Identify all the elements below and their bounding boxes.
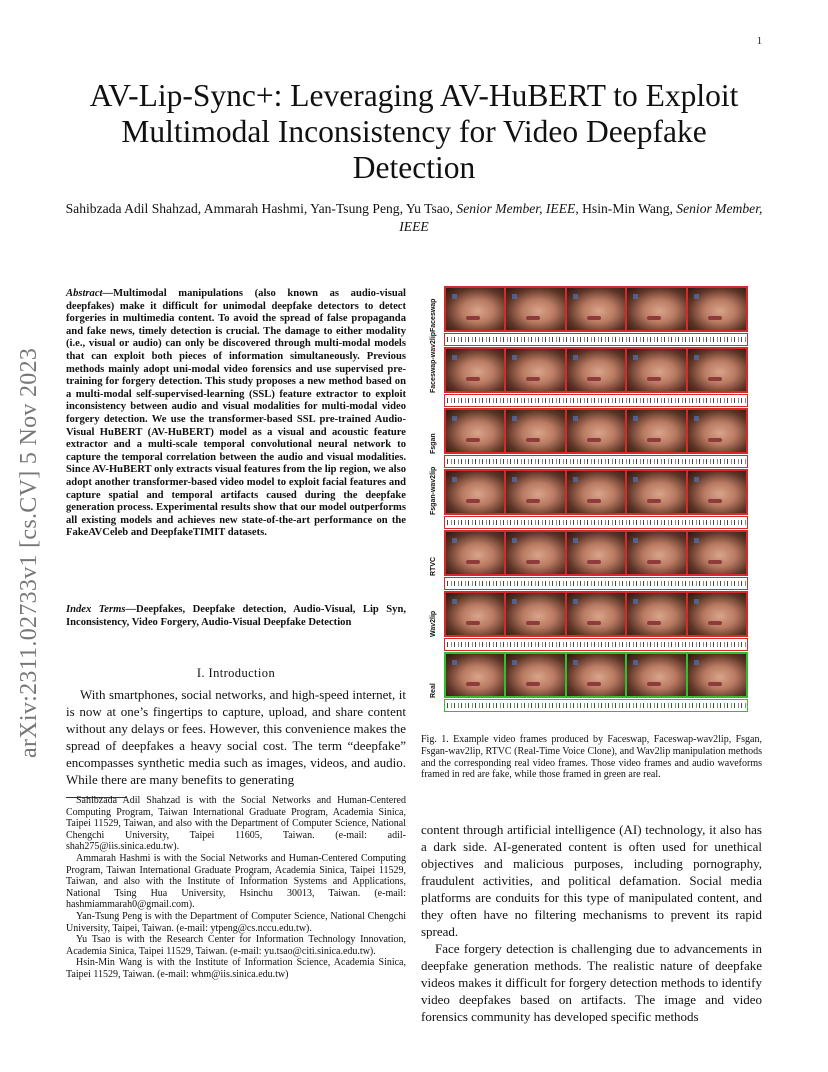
video-frame-image <box>688 532 746 574</box>
video-frame-image <box>567 532 625 574</box>
audio-waveform <box>444 455 748 468</box>
paragraph: Face forgery detection is challenging due to advancements in deepfake generation methods. The realistic nature of deepfake videos makes it difficult for forgery detection methods to identify video deepfakes based on artifacts. The image and video forensics community has developed specific methods <box>421 941 762 1024</box>
video-frames-strip <box>444 286 748 332</box>
author-names-1: Sahibzada Adil Shahzad, Ammarah Hashmi, Yan-Tsung Peng, Yu Tsao, <box>65 201 457 216</box>
video-frame-image <box>688 471 746 513</box>
video-frames-strip <box>444 530 748 576</box>
video-frame-image <box>446 288 504 330</box>
audio-waveform <box>444 516 748 529</box>
video-frame-image <box>567 288 625 330</box>
video-frame-image <box>446 410 504 452</box>
video-frame-image <box>567 349 625 391</box>
intro-paragraph: With smartphones, social networks, and high-speed internet, it is now at one’s fingertips to capture, upload, and share content without any delays or fees. However, this convenience makes the spread of deepfakes a heavy social cost. The term “deepfake” encompasses synthetic media such as images, videos, and audio. While there are many benefits to generating <box>66 687 406 787</box>
figure-row-label: Faceswap <box>430 298 437 332</box>
video-frame-image <box>688 410 746 452</box>
abstract-text: —Multimodal manipulations (also known as audio-visual deepfakes) make it difficult for unimodal deepfake detectors to detect forgeries in multimedia content. To avoid the spread of false propaganda and fake news, timely detection is crucial. The damage to either modality (i.e., visual or audio) can only be discovered through multi-modal models that can exploit both pieces of information simultaneously. Previous methods mainly adopt uni-modal video forensics and use supervised pre-training for forgery detection. This study proposes a new method based on a multi-modal self-supervised-learning (SSL) feature extractor to exploit inconsistency between audio and visual modalities for multi-modal video forgery detection. We use the transformer-based SSL pre-trained Audio-Visual HuBERT (AV-HuBERT) model as a visual and acoustic feature extractor and a multi-scale temporal convolutional neural network to capture the temporal correlation between the audio and visual modalities. Since AV-HuBERT only extracts visual features from the lip region, we also adopt another transformer-based video model to exploit facial features and capture spatial and temporal artifacts caused during the deepfake generation process. Experimental results show that our model outperforms all existing models and achieves new state-of-the-art performance on the FakeAVCeleb and DeepfakeTIMIT datasets. <box>66 288 406 539</box>
footnotes <box>66 795 406 981</box>
page-number: 1 <box>757 36 762 47</box>
video-frames-strip <box>444 591 748 637</box>
video-frame-image <box>627 593 685 635</box>
index-terms <box>66 604 406 629</box>
video-frame-image <box>627 471 685 513</box>
video-frame-image <box>506 654 564 696</box>
video-frames-strip <box>444 408 748 454</box>
audio-waveform <box>444 333 748 346</box>
author-role-2: Senior Member, IEEE <box>399 201 763 234</box>
video-frame-image <box>567 410 625 452</box>
footnote: Ammarah Hashmi is with the Social Networks and Human-Centered Computing Program, Taiwan International Graduate Program, Academia Sinica, Taipei 11529, Taiwan, and also with the Institute of Information Systems and Applications, National Tsing Hua University, Hsinchu 30013, Taiwan. (e-mail: hashmiammarah0@gmail.com). <box>66 852 406 911</box>
video-frame-image <box>688 593 746 635</box>
video-frame-image <box>506 349 564 391</box>
video-frame-image <box>446 532 504 574</box>
figure-row-label: Fsgan <box>430 433 437 454</box>
video-frames-strip <box>444 347 748 393</box>
index-terms-text: —Deepfakes, Deepfake detection, Audio-Visual, Lip Syn, Inconsistency, Video Forgery, Audio-Visual Deepfake Detection <box>66 604 406 628</box>
author-names-2: , Hsin-Min Wang, <box>575 201 677 216</box>
video-frame-image <box>627 532 685 574</box>
abstract <box>66 288 406 540</box>
video-frame-image <box>688 288 746 330</box>
video-frame-image <box>446 471 504 513</box>
video-frame-image <box>627 654 685 696</box>
audio-waveform <box>444 577 748 590</box>
paragraph: content through artificial intelligence (AI) technology, it also has a dark side. AI-generated content is often used for unethical objectives and malicious purposes, including pornography, fraudulent activities, and political defamation. Social media platforms are conduits for this type of manipulated content, and they often have no filtering mechanisms to prevent its rapid spread. <box>421 822 762 939</box>
figure-1 <box>430 286 752 716</box>
figure-row-label: RTVC <box>430 556 437 576</box>
index-terms-lead: Index Terms <box>66 604 126 615</box>
footnote: Yu Tsao is with the Research Center for Information Technology Innovation, Academia Sinica, Taipei 11529, Taiwan. (e-mail: yu.tsao@citi.sinica.edu.tw). <box>66 934 406 957</box>
right-column-text <box>421 821 762 1025</box>
video-frame-image <box>627 288 685 330</box>
footnote: Sahibzada Adil Shahzad is with the Social Networks and Human-Centered Computing Program, Taiwan International Graduate Program, Academia Sinica, Taipei 11529, Taiwan, and also with the Department of Computer Science, National Chengchi University, Taipei 11605, Taiwan. (e-mail: adil-shah275@iis.sinica.edu.tw). <box>66 795 406 853</box>
figure-row-label: Fsgan-wav2lip <box>430 466 437 515</box>
video-frame-image <box>627 349 685 391</box>
video-frame-image <box>567 654 625 696</box>
audio-waveform <box>444 638 748 651</box>
video-frames-strip <box>444 469 748 515</box>
abstract-lead: Abstract <box>66 288 103 299</box>
audio-waveform <box>444 394 748 407</box>
figure-row-label: Faceswap-wav2lip <box>430 331 437 393</box>
video-frame-image <box>688 349 746 391</box>
video-frame-image <box>446 654 504 696</box>
video-frame-image <box>506 593 564 635</box>
video-frames-strip <box>444 652 748 698</box>
video-frame-image <box>627 410 685 452</box>
author-role-1: Senior Member, IEEE <box>456 201 576 216</box>
audio-waveform <box>444 699 748 712</box>
video-frame-image <box>446 593 504 635</box>
video-frame-image <box>506 288 564 330</box>
video-frame-image <box>506 532 564 574</box>
video-frame-image <box>567 593 625 635</box>
figure-row-label: Wav2lip <box>430 610 437 637</box>
footnote: Hsin-Min Wang is with the Institute of Information Science, Academia Sinica, Taipei 11529, Taiwan. (e-mail: whm@iis.sinica.edu.tw) <box>66 957 406 980</box>
figure-row-label: Real <box>430 683 437 698</box>
figure-caption: Fig. 1. Example video frames produced by Faceswap, Faceswap-wav2lip, Fsgan, Fsgan-wav2lip, RTVC (Real-Time Voice Clone), and Wav2lip manipulation methods and the corresponding real video frames. Those video frames and audio waveforms framed in red are fake, while those framed in green are real. <box>421 734 762 781</box>
author-list <box>60 200 768 236</box>
video-frame-image <box>567 471 625 513</box>
video-frame-image <box>506 410 564 452</box>
footnote: Yan-Tsung Peng is with the Department of Computer Science, National Chengchi University, Taipei, Taiwan. (e-mail: ytpeng@cs.nccu.edu.tw). <box>66 910 406 934</box>
video-frame-image <box>446 349 504 391</box>
arxiv-identifier[interactable]: arXiv:2311.02733v1 [cs.CV] 5 Nov 2023 <box>16 347 42 758</box>
video-frame-image <box>688 654 746 696</box>
video-frame-image <box>506 471 564 513</box>
paper-title: AV-Lip-Sync+: Leveraging AV-HuBERT to Exploit Multimodal Inconsistency for Video Deepfake Detection <box>89 78 739 185</box>
section-heading: I. Introduction <box>196 666 276 680</box>
